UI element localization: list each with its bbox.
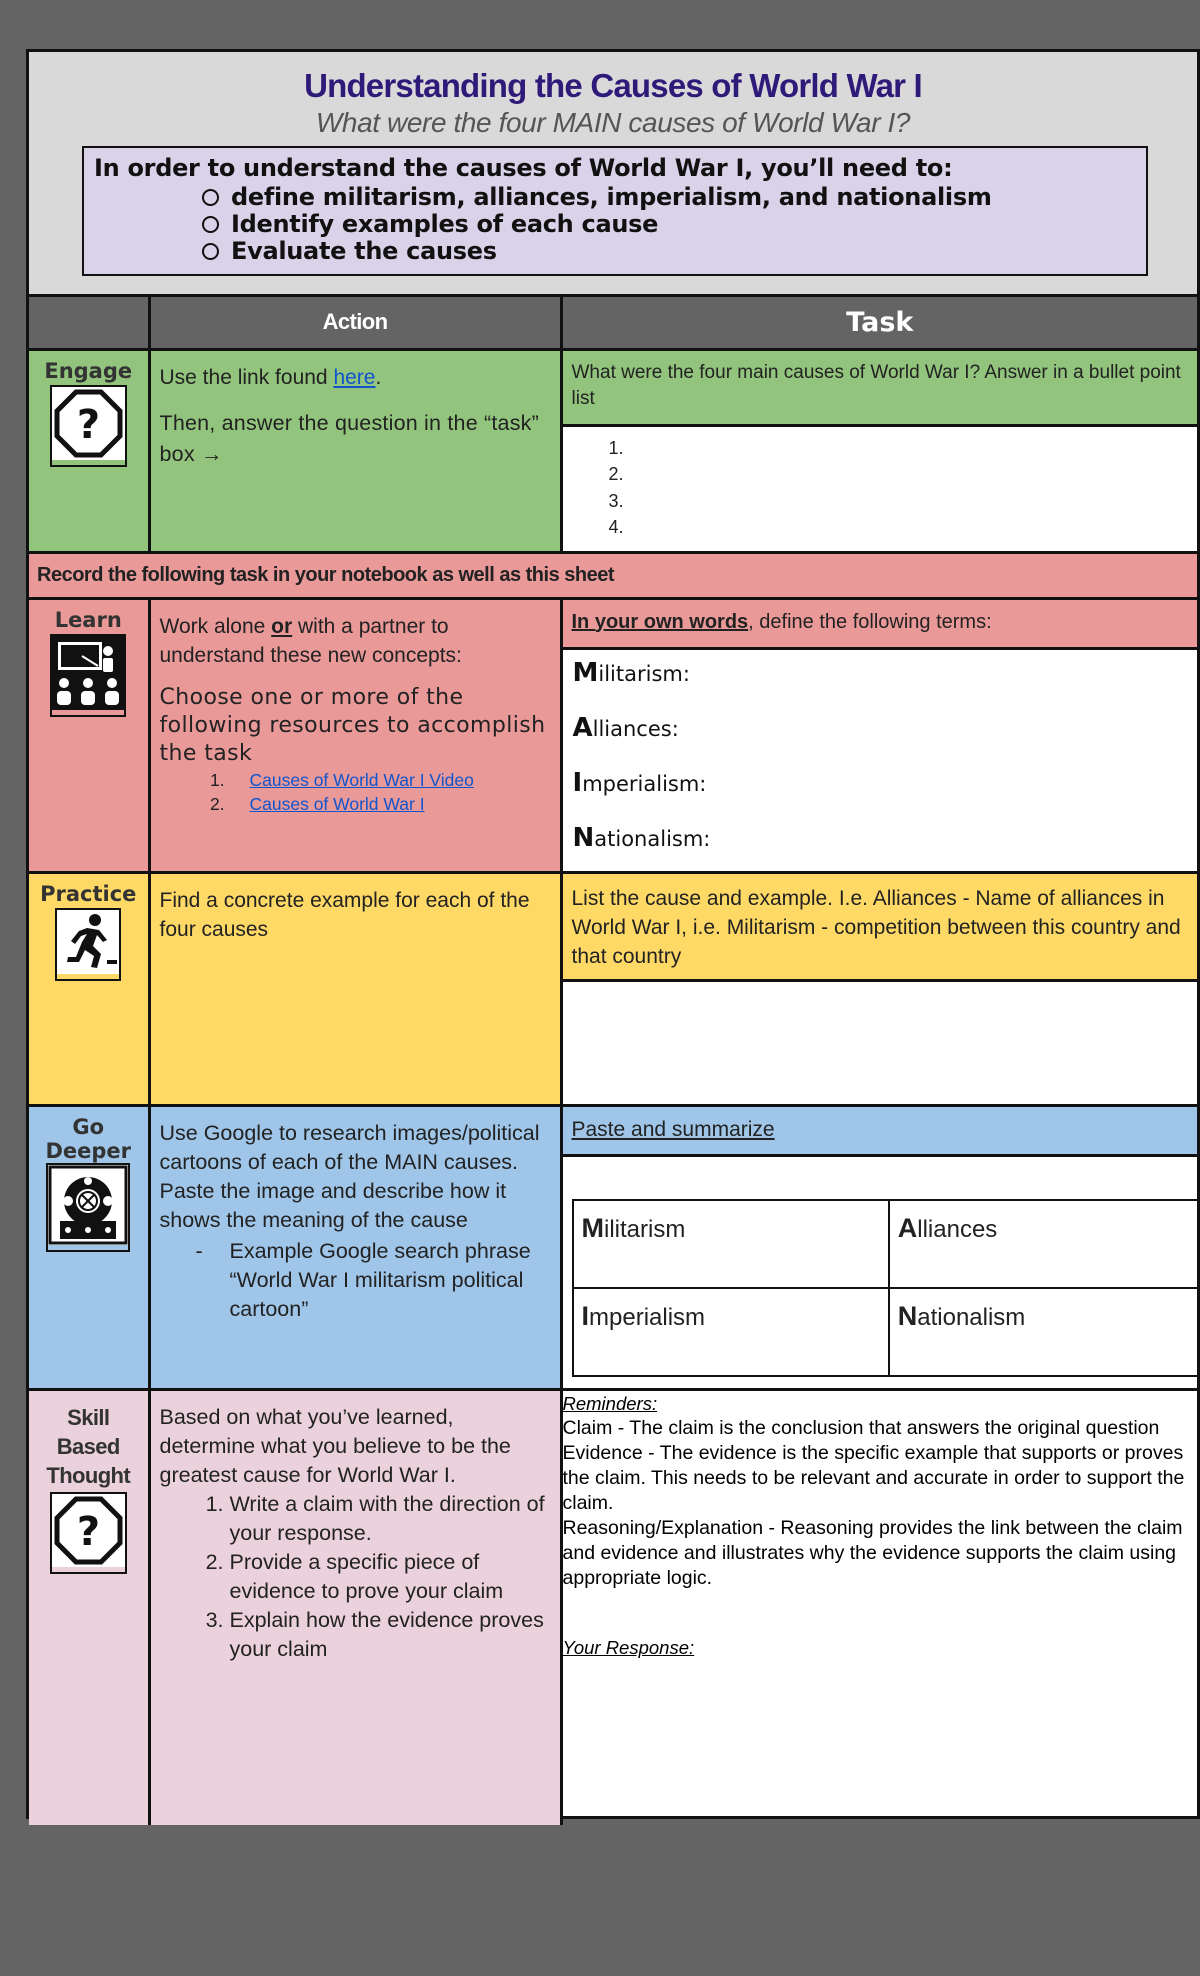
engage-here-link[interactable]: here xyxy=(333,365,376,389)
go-deeper-label-line1: Go xyxy=(72,1114,105,1139)
skill-steps-list xyxy=(160,1490,551,1664)
go-deeper-label-line2: Deeper xyxy=(45,1138,132,1163)
worksheet xyxy=(26,49,1200,1819)
svg-text:?: ? xyxy=(76,1508,100,1555)
reminder-evidence: Evidence - The evidence is the specific example that supports or proves the claim. This needs to be relevant and accurate in order to support the claim. xyxy=(562,1441,1185,1514)
record-banner-row xyxy=(29,552,1197,598)
go-deeper-action-cell xyxy=(149,1105,561,1389)
engage-task-cell xyxy=(561,349,1197,552)
circle-bullet-icon xyxy=(202,243,219,260)
paste-cell-nationalism[interactable]: Nationalism xyxy=(889,1288,1200,1376)
skill-row xyxy=(29,1389,1197,1825)
paste-cell-militarism[interactable]: Militarism xyxy=(573,1200,889,1288)
engage-action-cell: Use the link found here. Then, answer the question in the “task” box → xyxy=(149,349,561,552)
go-deeper-example: - Example Google search phrase “World War I militarism political cartoon” xyxy=(195,1238,531,1321)
resource-link-article[interactable]: Causes of World War I xyxy=(249,793,425,814)
causes-paste-table xyxy=(572,1199,1200,1377)
answer-number: 1. xyxy=(608,437,624,458)
question-octagon-icon xyxy=(50,1492,127,1574)
skill-task-cell xyxy=(561,1389,1197,1825)
reminder-reasoning: Reasoning/Explanation - Reasoning provides the link between the claim and evidence and illustrates why the evidence supports the claim using appropriate logic. xyxy=(562,1516,1183,1589)
learn-label: Learn xyxy=(54,607,122,632)
skill-label-cell xyxy=(29,1389,149,1825)
your-response-area[interactable] xyxy=(563,1660,1198,1770)
practice-action-text: Find a concrete example for each of the four causes xyxy=(159,888,530,941)
reminders-title: Reminders: xyxy=(562,1392,658,1414)
go-deeper-task-prompt: Paste and summarize xyxy=(563,1107,1198,1157)
practice-label: Practice xyxy=(40,881,137,906)
answer-number: 4. xyxy=(608,517,624,537)
activity-table xyxy=(29,297,1197,1825)
learn-row xyxy=(29,598,1197,872)
circle-bullet-icon xyxy=(202,189,219,206)
skill-label-line2: Based xyxy=(56,1433,120,1459)
learn-label-cell xyxy=(29,598,149,872)
answer-number: 2. xyxy=(608,464,624,484)
circle-bullet-icon xyxy=(202,216,219,233)
go-deeper-task-cell xyxy=(561,1105,1197,1389)
record-banner: Record the following task in your notebook as well as this sheet xyxy=(29,552,1197,598)
running-person-icon xyxy=(55,908,121,981)
resource-link-video[interactable]: Causes of World War I Video xyxy=(249,769,474,790)
term-alliances: Alliances: xyxy=(572,712,679,743)
table-header-row xyxy=(29,297,1197,349)
page-subtitle: What were the four MAIN causes of World War I? xyxy=(315,107,911,138)
term-imperialism: Imperialism: xyxy=(572,767,707,798)
reminder-claim: Claim - The claim is the conclusion that answers the original question xyxy=(562,1416,1160,1439)
go-deeper-action-text: Use Google to research images/political cartoons of each of the MAIN causes. Paste the image and describe how it shows the meaning of the cause xyxy=(159,1120,540,1232)
objective-item: Evaluate the causes xyxy=(202,238,1136,265)
page-title: Understanding the Causes of World War I xyxy=(304,67,922,104)
learn-task-prompt: In your own words, define the following terms: xyxy=(563,600,1198,650)
skill-action-cell xyxy=(149,1389,561,1825)
practice-task-cell xyxy=(561,872,1197,1105)
skill-step: 3. Explain how the evidence proves your claim xyxy=(230,1606,551,1664)
practice-task-prompt: List the cause and example. I.e. Alliances - Name of alliances in World War I, i.e. Militarism - competition between this country and that country xyxy=(563,874,1198,982)
engage-action-instructions: Then, answer the question in the “task” box → xyxy=(159,410,539,466)
classroom-teacher-icon xyxy=(50,634,126,717)
task-column-header: Task xyxy=(561,297,1197,349)
engage-label-cell xyxy=(29,349,149,552)
action-column-header: Action xyxy=(149,297,561,349)
practice-label-cell xyxy=(29,872,149,1105)
paste-cell-alliances[interactable]: Alliances xyxy=(889,1200,1200,1288)
learn-resource-list xyxy=(160,768,551,816)
term-nationalism: Nationalism: xyxy=(572,822,711,853)
objectives-list xyxy=(94,184,1136,265)
practice-answer-area[interactable] xyxy=(563,982,1198,1102)
header-blank-cell xyxy=(29,297,149,349)
go-deeper-label-cell xyxy=(29,1105,149,1389)
learn-resource-instructions: Choose one or more of the following resources to accomplish the task xyxy=(159,684,546,766)
skill-step: 2. Provide a specific piece of evidence to prove your claim xyxy=(230,1548,551,1606)
go-deeper-row xyxy=(29,1105,1197,1389)
learn-task-cell xyxy=(561,598,1197,872)
worksheet-header xyxy=(29,52,1197,297)
objectives-box xyxy=(82,146,1148,276)
objectives-intro: In order to understand the causes of World War I, you’ll need to: xyxy=(94,154,953,182)
learn-terms-area[interactable] xyxy=(563,650,1198,871)
engage-answer-area[interactable] xyxy=(563,427,1198,541)
question-octagon-icon xyxy=(50,385,127,467)
practice-row xyxy=(29,872,1197,1105)
diver-helmet-icon xyxy=(46,1163,130,1252)
answer-number: 3. xyxy=(608,490,624,511)
learn-action-cell: Work alone or with a partner to understand these new concepts: Choose one or more of the following resources to accomplish the task 1. Causes of World War I Video 2. Causes of World War I xyxy=(149,598,561,872)
paste-cell-imperialism[interactable]: Imperialism xyxy=(573,1288,889,1376)
skill-action-text: Based on what you’ve learned, determine what you believe to be the greatest cause for World War I. xyxy=(159,1404,511,1487)
practice-action-cell xyxy=(149,872,561,1105)
objective-item: Identify examples of each cause xyxy=(202,211,1136,238)
engage-row xyxy=(29,349,1197,552)
your-response-label: Your Response: xyxy=(562,1636,695,1658)
skill-label-line1: Skill xyxy=(67,1404,110,1430)
skill-label-line3: Thought xyxy=(46,1462,131,1488)
skill-step: 1. Write a claim with the direction of your response. xyxy=(230,1490,551,1548)
svg-text:?: ? xyxy=(76,401,100,448)
engage-label: Engage xyxy=(44,358,133,383)
engage-task-prompt: What were the four main causes of World War I? Answer in a bullet point list xyxy=(563,351,1198,427)
term-militarism: Militarism: xyxy=(572,657,690,688)
objective-item: define militarism, alliances, imperialism, and nationalism xyxy=(202,184,1136,211)
